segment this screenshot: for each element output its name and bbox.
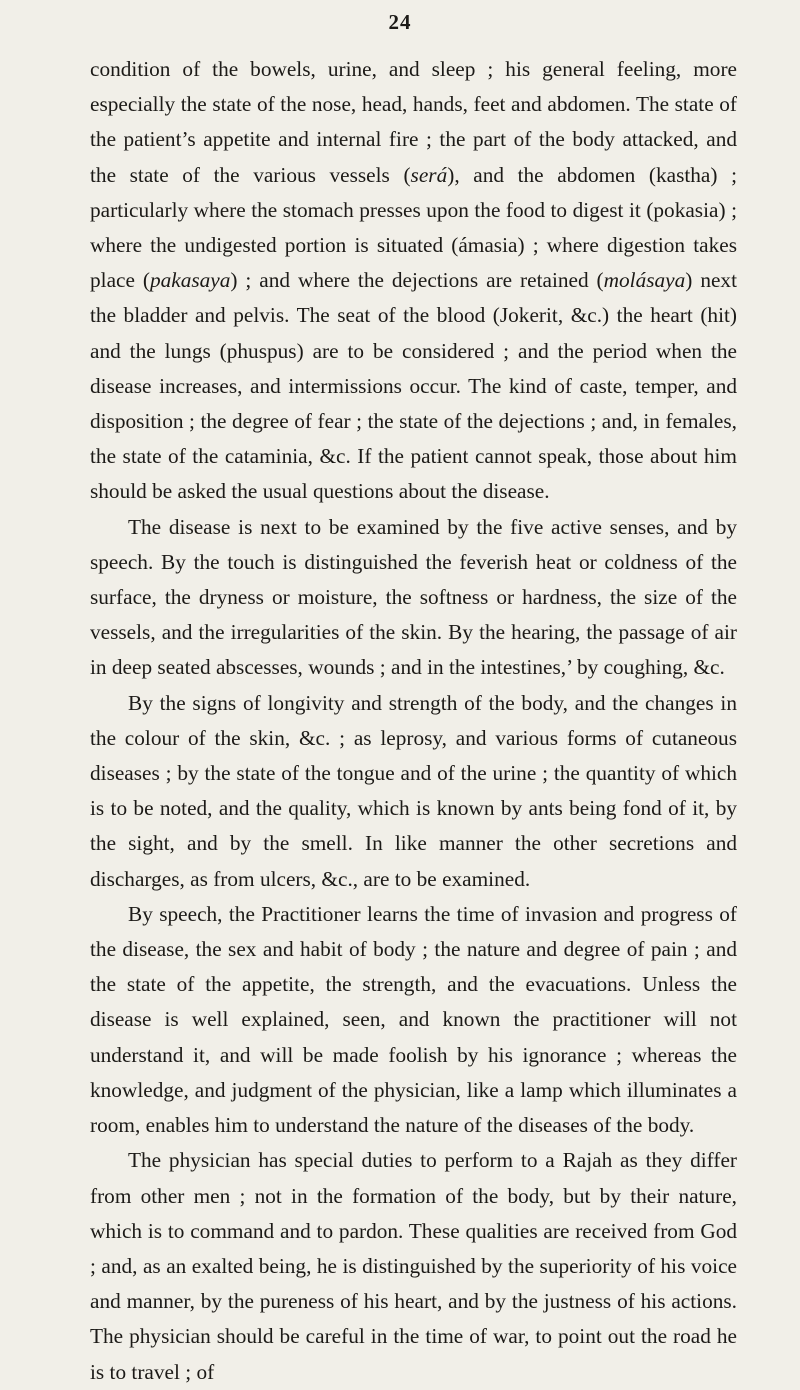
text-run: By the signs of longivity and strength of the body, and the changes in the colour of the skin, &c. ; as leprosy, and various forms of cutaneous diseases ; by the state of the tongue and of the urine ; the quantity of which is to be noted, and the quality, which is known by ants being fond of it, by the sight, and by the smell. In like manner the other secretions and discharges, as from ulcers, &c., are to be examined. [90,690,737,891]
paragraph-3 [90,686,737,897]
italic-term: pakasaya [149,268,231,293]
italic-term: molásaya [603,268,686,293]
text-run: condition of the bowels, urine, and sleep ; his general feeling, more especially the state of the nose, head, hands, feet and abdomen. The state of the patient’s appetite and internal fire ; the part of the body attacked, and the state of the various vessels ( [90,57,737,187]
paragraph-1 [90,52,737,510]
paragraph-5 [90,1143,737,1389]
paragraph-4 [90,897,737,1143]
text-run: ), and the abdomen (kastha) ; particularly where the stomach presses upon the food to digest it (pokasia) ; where the undigested portion is situated (ámasia) ; where digestion takes place ( [90,162,737,293]
italic-term: será [410,162,448,187]
text-run: The disease is next to be examined by the five active senses, and by speech. By the touch is distinguished the feverish heat or coldness of the surface, the dryness or moisture, the softness or hardness, the size of the vessels, and the irregularities of the skin. By the hearing, the passage of air in deep seated abscesses, wounds ; and in the intestines,’ by coughing, &c. [90,514,737,680]
text-run: ) ; and where the dejections are retained ( [230,268,604,293]
text-run: The physician has special duties to perform to a Rajah as they differ from other men ; not in the formation of the body, but by their nature, which is to command and to pardon. These qualities are received from God ; and, as an exalted being, he is distinguished by the superiority of his voice and manner, by the pureness of his heart, and by the justness of his actions. The physician should be careful in the time of war, to point out the road he is to travel ; of [90,1148,737,1384]
text-run: ) next the bladder and pelvis. The seat of the blood (Jokerit, &c.) the heart (hit) and the lungs (phuspus) are to be considered ; and the period when the disease increases, and intermissions occur. The kind of caste, temper, and disposition ; the degree of fear ; the state of the dejections ; and, in females, the state of the cataminia, &c. If the patient cannot speak, those about him should be asked the usual questions about the disease. [90,268,737,504]
paragraph-2 [90,510,737,686]
text-run: By speech, the Practitioner learns the time of invasion and progress of the disease, the sex and habit of body ; the nature and degree of pain ; and the state of the appetite, the strength, and the evacuations. Unless the disease is well explained, seen, and known the practitioner will not understand it, and will be made foolish by his ignorance ; whereas the knowledge, and judgment of the physician, like a lamp which illuminates a room, enables him to understand the nature of the diseases of the body. [90,901,737,1138]
body-text [90,52,737,1390]
page-number: 24 [388,10,412,34]
